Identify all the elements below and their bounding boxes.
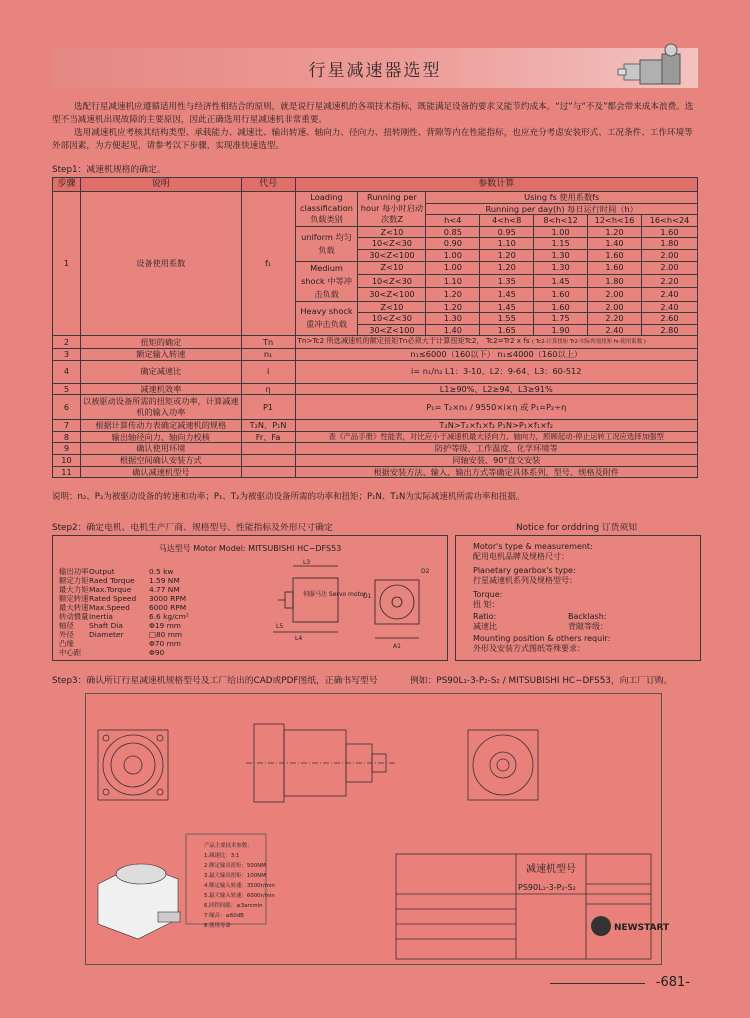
param-line: 1.减速比：3:1 <box>204 853 240 859</box>
spec-cn: 最大转速 <box>59 603 89 612</box>
hour-range: h<4 <box>426 215 480 227</box>
order-item <box>568 612 608 632</box>
motor-model: 马达型号 Motor Model: MITSUBISHI HC−DFS53 <box>158 544 342 553</box>
spec-cn: 最大力矩 <box>59 585 89 594</box>
z-range: 30<Z<100 <box>358 324 426 336</box>
step-code <box>241 443 295 455</box>
order-en: Ratio: <box>473 612 497 621</box>
order-cn: 背隙等级： <box>568 622 608 631</box>
step-code: n₁ <box>241 348 295 360</box>
step-no: 7 <box>53 420 81 432</box>
param-line: 5.最大输入转速：6000r/min <box>204 893 275 899</box>
col-desc: 说明 <box>80 178 241 192</box>
order-example: 例如：PS90L₁-3-P₂-S₂ / MITSUBISHI HC−DFS53，向工厂订购。 <box>410 676 673 686</box>
fs-value: 1.40 <box>426 324 480 336</box>
fs-value: 2.20 <box>588 313 642 325</box>
spec-cn: 轴径 <box>59 621 74 630</box>
col-code: 代号 <box>241 178 295 192</box>
param-line: 8.使用寿命 <box>204 923 231 929</box>
step-calc: 同轴安装、90°直交安装 <box>295 454 697 466</box>
z-range: 10<Z<30 <box>358 313 426 325</box>
fs-value: 1.60 <box>534 301 588 313</box>
step-code: i <box>241 360 295 383</box>
torque-note: ( Tc2-计算扭矩 Tr2-实际所需扭矩 fs-使用系数 ) <box>531 339 646 346</box>
step-calc: P₁= T₂×n₁ / 9550×i×η 或 P₁=P₂÷η <box>295 395 697 420</box>
intro-paragraph: 选用减速机应考核其结构类型、承载能力、减速比、输出转速、轴向力、径向力、扭转刚性、背隙等内在性能指标，也应充分考虑安装形式、工况条件、工作环境等外部因素，为方便起见，请参考以下步骤，实现准快速选型。 <box>52 128 693 151</box>
fs-value: 1.30 <box>426 313 480 325</box>
model-title: 减速机型号 <box>526 864 576 875</box>
fs-value: 1.75 <box>534 313 588 325</box>
fs-value: 1.45 <box>480 301 534 313</box>
step-desc: 减速机效率 <box>80 383 241 395</box>
spec-en <box>89 648 149 657</box>
fs-value: 1.20 <box>480 261 534 274</box>
fs-value: 2.40 <box>642 288 698 301</box>
spec-val: 0.5 kw <box>149 567 174 576</box>
gearbox-icon <box>618 40 690 94</box>
step-calc: L1≥90%、L2≥94、L3≥91% <box>295 383 697 395</box>
param-line: 4.额定输入转速：3500r/min <box>204 883 275 889</box>
runday-header: Running per day(h) 每日运行时间（h） <box>426 203 698 215</box>
usingfs-header: Using fs 使用系数fs <box>426 192 698 204</box>
fs-value: 2.00 <box>642 249 698 261</box>
spec-val: □80 mm <box>149 630 183 639</box>
step-desc: 根据空间确认安装方式 <box>80 454 241 466</box>
step-calc: T₂N>T₂×f₁×f₂ P₁N>P₁×f₁×f₂ <box>295 420 697 432</box>
z-range: 10<Z<30 <box>358 274 426 287</box>
step-no: 11 <box>53 466 81 478</box>
z-range: 30<Z<100 <box>358 249 426 261</box>
fs-value: 1.10 <box>480 238 534 250</box>
z-range: Z<10 <box>358 301 426 313</box>
step-calc: 防护等级、工作温度、化学环境等 <box>295 443 697 455</box>
spec-val: Φ90 <box>149 648 165 657</box>
step-desc: 扭矩的确定 <box>80 336 241 349</box>
fs-value: 1.00 <box>426 261 480 274</box>
fs-value: 1.65 <box>480 324 534 336</box>
torque-rule: Tn>Tc2 所选减速机的额定扭矩Tn必须大于计算扭矩Tc2， Tc2=Tr2 x fs <box>297 336 530 346</box>
hour-range: 16<h<24 <box>642 215 698 227</box>
spec-val: 6.6 kg/cm² <box>149 612 189 621</box>
step1-heading: Step1：减速机规格的确定。 <box>52 165 166 175</box>
fs-value: 2.00 <box>588 288 642 301</box>
fs-value: 0.90 <box>426 238 480 250</box>
running-header: Running per hour 每小时启动次数Z <box>358 192 426 227</box>
order-item <box>473 590 502 610</box>
order-item <box>473 612 497 632</box>
step-no: 2 <box>53 336 81 349</box>
step2-heading: Step2：确定电机、电机生产厂商、规格型号、性能指标及外形尺寸确定 <box>52 523 333 533</box>
load-group: Medium shock 中等冲击负载 <box>295 261 358 301</box>
intro-paragraph: 选配行星减速机应遵循适用性与经济性相结合的原则，就是说行星减速机的各项技术指标，既能满足设备的要求又能节约成本。“过”与“不及”都会带来成本浪费。选型不当减速机出现故障的主要原因，因此正确选用行星减速机非常重要。 <box>52 102 694 125</box>
spec-en: Diameter <box>89 630 124 639</box>
step-no: 3 <box>53 348 81 360</box>
step-desc: 输出轴径向力、轴向力校核 <box>80 431 241 443</box>
step-code <box>241 466 295 478</box>
fs-value: 0.95 <box>480 226 534 238</box>
load-group: Heavy shock 重冲击负载 <box>295 301 358 336</box>
fs-value: 1.45 <box>480 288 534 301</box>
param-line: 7.噪音：≤60dB <box>204 913 244 919</box>
order-en: Torque: <box>473 590 503 599</box>
param-line: 6.回程间隙：≤3arcmin <box>204 903 263 909</box>
fs-value: 1.35 <box>480 274 534 287</box>
z-range: 30<Z<100 <box>358 288 426 301</box>
fs-value: 1.30 <box>534 249 588 261</box>
fs-value: 1.30 <box>534 261 588 274</box>
z-range: Z<10 <box>358 261 426 274</box>
fs-value: 2.00 <box>588 301 642 313</box>
step-no: 6 <box>53 395 81 420</box>
hour-range: 12<h<16 <box>588 215 642 227</box>
hour-range: 8<h<12 <box>534 215 588 227</box>
param-line: 3.最大输出扭矩：100NM <box>204 873 266 879</box>
fs-value: 1.60 <box>642 226 698 238</box>
servo-label: 伺服马达 Servo motor <box>303 591 367 598</box>
notice-heading: Notice for orddring 订货须知 <box>516 523 638 533</box>
order-en: Motor's type & measurement: <box>473 542 593 551</box>
order-en: Planetary gearbox's type: <box>473 566 576 575</box>
motor-spec-box <box>52 535 448 661</box>
footer-rule <box>550 983 645 984</box>
step-calc <box>295 336 697 349</box>
fs-value: 1.55 <box>480 313 534 325</box>
servo-motor-diagram <box>273 558 443 658</box>
z-range: 10<Z<30 <box>358 238 426 250</box>
fs-value: 1.90 <box>534 324 588 336</box>
intro-text <box>52 101 700 153</box>
step-desc: 确定减速比 <box>80 360 241 383</box>
step-desc: 确认减速机型号 <box>80 466 241 478</box>
step-code: Fr、Fa <box>241 431 295 443</box>
drawing-canvas <box>86 694 670 964</box>
step-code: T₂N、P₁N <box>241 420 295 432</box>
order-item <box>473 566 577 586</box>
step-desc: 根据计算传动力表确定减速机的规格 <box>80 420 241 432</box>
spec-cn: 额定转速 <box>59 594 89 603</box>
step-calc: 查《产品手册》性能表，对比应小于减速机最大径向力、轴向力，照顾起动-停止运转工况应选择加强型 <box>295 431 697 443</box>
step-calc: 根据安装方法、输入、输出方式等确定具体系列、型号、规格及附件 <box>295 466 697 478</box>
fs-value: 1.20 <box>588 226 642 238</box>
spec-en <box>89 639 149 648</box>
step-calc: i= n₁/n₂ L1：3-10、L2：9-64、L3：60-512 <box>295 360 697 383</box>
step-desc: 确认使用环境 <box>80 443 241 455</box>
step-no: 4 <box>53 360 81 383</box>
step-desc: 以被驱动设备所需的扭矩或功率，计算减速机的输入功率 <box>80 395 241 420</box>
spec-en: Output <box>89 567 115 576</box>
spec-val: 1.59 NM <box>149 576 180 585</box>
selection-table <box>52 177 698 478</box>
page-title: 行星减速器选型 <box>308 61 442 81</box>
spec-en: Max.Speed <box>89 603 130 612</box>
hour-range: 4<h<8 <box>480 215 534 227</box>
spec-val: 6000 RPM <box>149 603 187 612</box>
fs-value: 1.60 <box>588 249 642 261</box>
fs-value: 1.40 <box>588 238 642 250</box>
fs-value: 1.00 <box>534 226 588 238</box>
step-desc: 额定输入转速 <box>80 348 241 360</box>
fs-value: 2.60 <box>642 313 698 325</box>
company-name: NEWSTART <box>614 923 670 933</box>
spec-val: Φ19 mm <box>149 621 181 630</box>
fs-value: 2.00 <box>642 261 698 274</box>
loading-header: Loading classification 负载类别 <box>295 192 358 227</box>
page-number: -681- <box>655 975 690 990</box>
z-range: Z<10 <box>358 226 426 238</box>
spec-cn: 转动惯量 <box>59 612 89 621</box>
fs-value: 2.20 <box>642 274 698 287</box>
fs-value: 2.40 <box>588 324 642 336</box>
step-code <box>241 454 295 466</box>
order-cn: 配用电机品牌及规格尺寸： <box>473 552 569 561</box>
order-en: Backlash: <box>568 612 607 621</box>
company-logo-icon <box>591 916 611 936</box>
fs-value: 1.80 <box>588 274 642 287</box>
fs-value: 2.40 <box>642 301 698 313</box>
fs-value: 1.20 <box>426 301 480 313</box>
svg-text:A1: A1 <box>393 643 401 650</box>
step-no: 10 <box>53 454 81 466</box>
param-line: 产品主要技术参数： <box>204 843 253 849</box>
spec-cn: 外径 <box>59 630 74 639</box>
order-item <box>473 634 610 654</box>
title-banner <box>52 48 698 88</box>
svg-text:D2: D2 <box>421 568 430 575</box>
fs-value: 0.85 <box>426 226 480 238</box>
spec-cn: 输出功率 <box>59 567 89 576</box>
spec-val: 3000 RPM <box>149 594 187 603</box>
fs-value: 1.20 <box>426 288 480 301</box>
fs-value: 2.80 <box>642 324 698 336</box>
step-code: η <box>241 383 295 395</box>
param-line: 2.额定输出扭矩：500NM <box>204 863 266 869</box>
fs-value: 1.15 <box>534 238 588 250</box>
step-code: Tn <box>241 336 295 349</box>
spec-cn: 凸缘 <box>59 639 74 648</box>
spec-val: 4.77 NM <box>149 585 180 594</box>
model-code: PS90L₁-3-P₂-S₂ <box>518 883 576 892</box>
spec-en: Rated Speed <box>89 594 137 603</box>
fs-value: 1.60 <box>534 288 588 301</box>
svg-text:D1: D1 <box>363 593 372 600</box>
fs-value: 1.45 <box>534 274 588 287</box>
col-calc: 参数计算 <box>295 178 697 192</box>
fs-value: 1.60 <box>588 261 642 274</box>
step-code: f₁ <box>241 192 295 336</box>
fs-value: 1.20 <box>480 249 534 261</box>
order-item <box>473 542 593 562</box>
col-step: 步骤 <box>53 178 81 192</box>
order-en: Mounting position & others requir: <box>473 634 611 643</box>
step-no: 1 <box>53 192 81 336</box>
spec-en: Max.Torque <box>89 585 132 594</box>
fs-value: 1.10 <box>426 274 480 287</box>
step-code: P1 <box>241 395 295 420</box>
step-no: 5 <box>53 383 81 395</box>
step3-heading: Step3：确认所订行星减速机规格型号及工厂给出的CAD或PDF图纸，正确书写型号 <box>52 676 378 686</box>
spec-en: Raed Torque <box>89 576 135 585</box>
order-cn: 扭 矩： <box>473 600 500 609</box>
order-notice-box <box>455 535 701 661</box>
svg-text:L4: L4 <box>295 635 303 642</box>
fs-value: 1.80 <box>642 238 698 250</box>
spec-val: Φ70 mm <box>149 639 181 648</box>
order-cn: 行星减速机系列及规格型号： <box>473 576 577 585</box>
step-no: 9 <box>53 443 81 455</box>
flange-view-left <box>98 730 168 800</box>
svg-text:L5: L5 <box>276 623 284 630</box>
load-group: uniform 均匀负载 <box>295 226 358 261</box>
order-cn: 外形及安装方式图纸等殊要求： <box>473 644 585 653</box>
order-cn: 减速比 <box>473 622 497 631</box>
spec-cn: 额定力矩 <box>59 576 89 585</box>
step-calc: n₁≤6000（160以下） n₁≤4000（160以上） <box>295 348 697 360</box>
step-no: 8 <box>53 431 81 443</box>
step-desc: 设备使用系数 <box>80 192 241 336</box>
svg-text:L3: L3 <box>303 559 311 566</box>
motor-spec-list <box>59 567 209 657</box>
fs-value: 1.00 <box>426 249 480 261</box>
spec-en: Inertia <box>89 612 113 621</box>
table-note: 说明：n₂、P₂为被驱动设备的转速和功率；P₁、T₂为被驱动设备所需的功率和扭矩；P₁N、T₂N为实际减速机所需功率和扭据。 <box>52 492 525 502</box>
cad-drawing <box>85 693 670 965</box>
spec-cn: 中心距 <box>59 648 82 657</box>
spec-en: Shaft Dia <box>89 621 123 630</box>
